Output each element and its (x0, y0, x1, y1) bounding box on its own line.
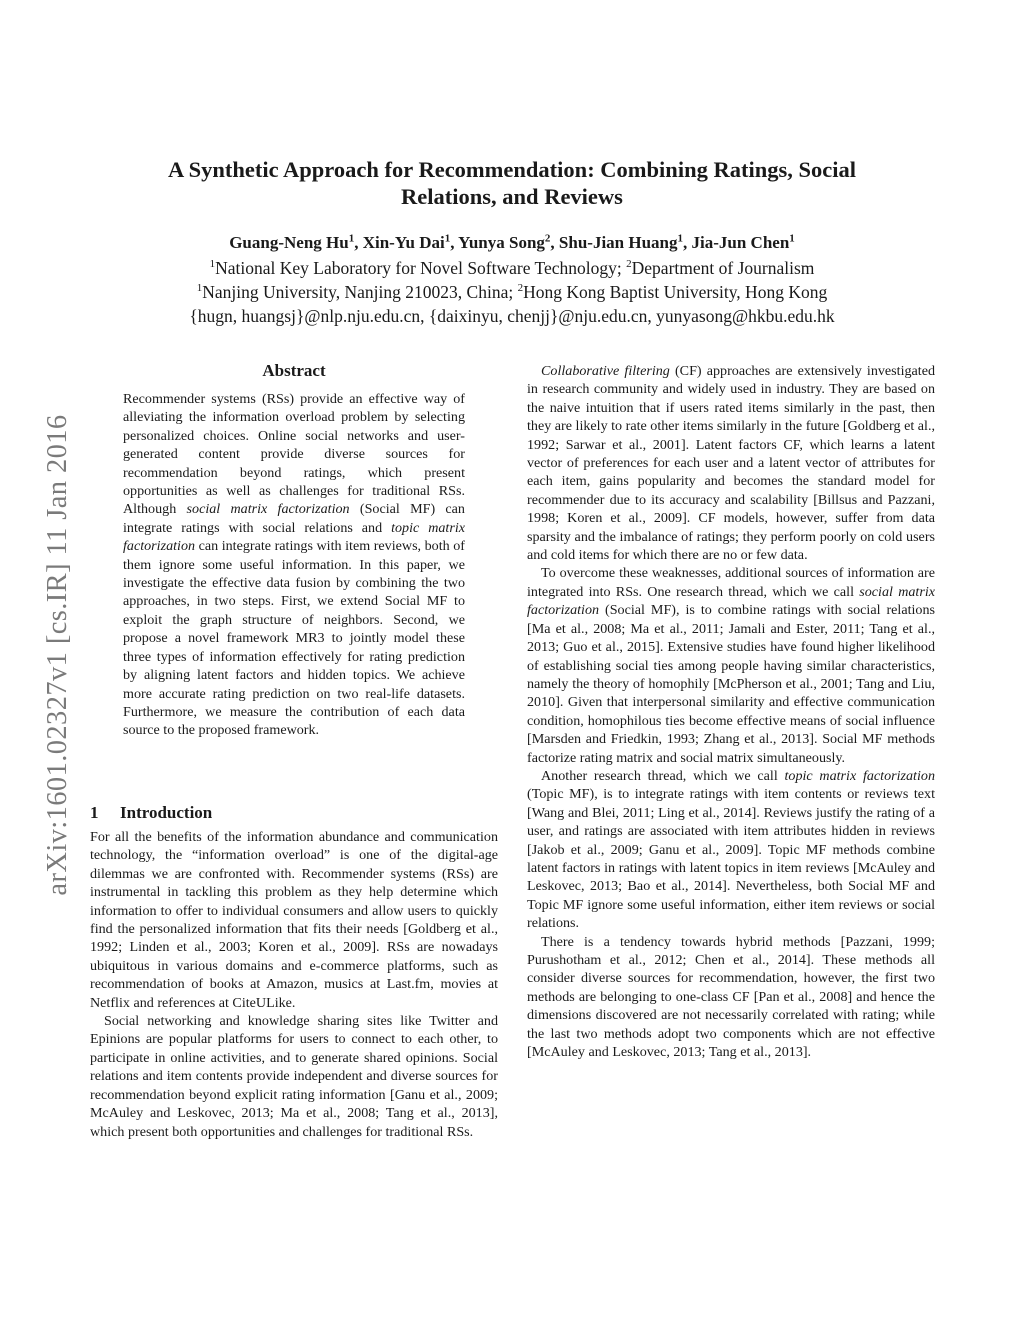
paragraph-text: (Social MF), is to combine ratings with social relations [Ma et al., 2008; Ma et al., 2011; Jamali and Ester, 2011; Tang et al., 2013; Guo et al., 2015]. Extensive studies have found higher likelihood of establishing social ties among people having similar characteristics, namely the theory of homophily [McPherson et al., 2001; Tang and Liu, 2010]. Given that interpersonal similarity and effective communication condition, homophilous ties become effective means of social influence [Marsden and Friedkin, 1993; Zhang et al., 2013]. Social MF methods factorize rating matrix and social matrix simultaneously. (527, 602, 935, 766)
author-affil-mark: 1 (677, 232, 684, 245)
affiliation-text: Hong Kong Baptist University, Hong Kong (523, 282, 828, 302)
author-name: Yunya Song (458, 233, 545, 252)
left-column-body (90, 828, 498, 1141)
section-title: Introduction (120, 803, 213, 822)
affil-mark: 1 (196, 282, 203, 295)
author-affil-mark: 1 (348, 232, 355, 245)
affil-mark: 2 (517, 282, 524, 295)
author-name: Guang-Neng Hu (229, 233, 349, 252)
affiliation-text: National Key Laboratory for Novel Software Technology; (215, 258, 627, 278)
abstract-body (123, 390, 465, 740)
arxiv-stamp: arXiv:1601.02327v1 [cs.IR] 11 Jan 2016 (42, 414, 73, 896)
paragraph-text: To overcome these weaknesses, additional sources of information are integrated into RSs. One research thread, which we call (527, 565, 935, 600)
author-list: Guang-Neng Hu$^1$, Xin-Yu Dai$^1$, Yunya Song$^2$, Shu-Jian Huang$^1$, Jia-Jun Chen$^1$ (229, 232, 795, 252)
author-name: Shu-Jian Huang (558, 233, 678, 252)
author-emails: {hugn, huangsj}@nlp.nju.edu.cn, {daixinyu, chenjj}@nju.edu.cn, yunyasong@hkbu.edu.hk (189, 306, 835, 326)
affiliation-line-1 (100, 256, 924, 280)
affiliation-text: Nanjing University, Nanjing 210023, China; (202, 282, 518, 302)
paragraph (527, 564, 935, 766)
author-name: Xin-Yu Dai (362, 233, 445, 252)
abstract-text: (Social MF) can integrate ratings with social relations and (123, 501, 465, 536)
paragraph-emphasis: social matrix factorization (527, 583, 935, 619)
paragraph (527, 767, 935, 933)
author-affil-mark: 2 (544, 232, 551, 245)
abstract-text: can integrate ratings with item reviews, both of them ignore some useful information. In this paper, we investigate the effective data fusion by combining the two approaches, in two steps. First, we extend Social MF to exploit the graph structure of neighbors. Second, we propose a novel framework MR3 to jointly model these three types of information effectively for rating prediction by aligning latent factors and hidden topics. We achieve more accurate rating prediction on two real-life datasets. Furthermore, we measure the contribution of each data source to the proposed framework. (123, 538, 465, 739)
abstract-text: Recommender systems (RSs) provide an effective way of alleviating the information overload problem by selecting personalized choices. Online social networks and user-generated content provide diverse sources for recommendation beyond ratings, which present opportunities as well as challenges for traditional RSs. Although (123, 391, 465, 518)
author-name: Jia-Jun Chen (691, 233, 790, 252)
paragraph-text: Another research thread, which we call (541, 767, 785, 784)
affiliation-text: Department of Journalism (631, 258, 815, 278)
affil-mark: 2 (626, 258, 632, 271)
affil-mark: 1 (209, 258, 216, 271)
affiliation-line-2 (100, 280, 924, 304)
paragraph-text: (CF) approaches are extensively investigated in research community and widely used in industry. They are based on the naive intuition that if users rated items similarly in the past, then they are likely to rate other items similarly in the future [Goldberg et al., 1992; Sarwar et al., 2001]. Latent factors CF, which learns a latent vector of preferences for each user and a latent vector of attributes for each item, gains popularity and becomes the standard model for recommender due to its accuracy and scalability [Billsus and Pazzani, 1998; Koren et al., 2009]. CF models, however, suffer from data sparsity and the imbalance of ratings; they perform poorly on cold users and cold items for which there are no or few data. (527, 363, 935, 564)
paragraph-emphasis: topic matrix factorization (784, 767, 935, 784)
paragraph-text: (Topic MF), is to integrate ratings with item contents or reviews text [Wang and Blei, 2011; Ling et al., 2014]. Reviews justify the rating of a user, and ratings are associated with item attributes hidden in reviews [Jakob et al., 2009; Ganu et al., 2009]. Topic MF methods combine latent factors in ratings with latent topics in item reviews [McAuley and Leskovec, 2013; Bao et al., 2014]. Nevertheless, both Social MF and Topic MF ignore some useful information, either item reviews or social relations. (527, 786, 935, 932)
paper-title: A Synthetic Approach for Recommendation: Combining Ratings, Social Relations, and Reviews (168, 157, 856, 209)
author-affil-mark: 1 (444, 232, 451, 245)
section-number: 1 (90, 803, 99, 822)
paragraph-emphasis: Collaborative filtering (541, 363, 670, 379)
abstract-emphasis: topic matrix factorization (123, 519, 465, 555)
author-affil-mark: 1 (789, 232, 795, 245)
paragraph: Social networking and knowledge sharing sites like Twitter and Epinions are popular platforms for users to connect to each other, to participate in online activities, and to generate shared opinions. Social relations and item contents provide independent and diverse sources for recommendation beyond explicit rating information [Ganu et al., 2009; McAuley and Leskovec, 2013; Ma et al., 2008; Tang et al., 2013], which present both opportunities and challenges for traditional RSs. (90, 1013, 498, 1140)
paragraph (527, 362, 935, 564)
right-column-body (527, 362, 935, 1061)
paragraph: For all the benefits of the information abundance and communication technology, the “information overload” is one of the digital-age dilemmas we are confronted with. Recommender systems (RSs) are instrumental in tackling this problem as they help determine which information to offer to individual consumers and allow users to quickly find the personalized information that fits their needs [Goldberg et al., 1992; Linden et al., 2003; Koren et al., 2009]. RSs are nowadays ubiquitous in various domains and e-commerce platforms, such as recommendation of books at Amazon, musics at Last.fm, movies at Netflix and references at CiteULike. (90, 829, 498, 1011)
section-heading-introduction (90, 803, 212, 823)
paragraph: There is a tendency towards hybrid methods [Pazzani, 1999; Purushotham et al., 2012; Chen et al., 2014]. These methods all consider diverse sources for recommendation, however, the first two methods are belonging to one-class CF [Pan et al., 2008] and hence the dimensions discovered are not necessarily correlated with rating; while the last two methods adopt two components which are not effective [McAuley and Leskovec, 2013; Tang et al., 2013]. (527, 933, 935, 1061)
abstract-heading: Abstract (262, 361, 326, 380)
abstract-emphasis: social matrix factorization (186, 501, 350, 518)
